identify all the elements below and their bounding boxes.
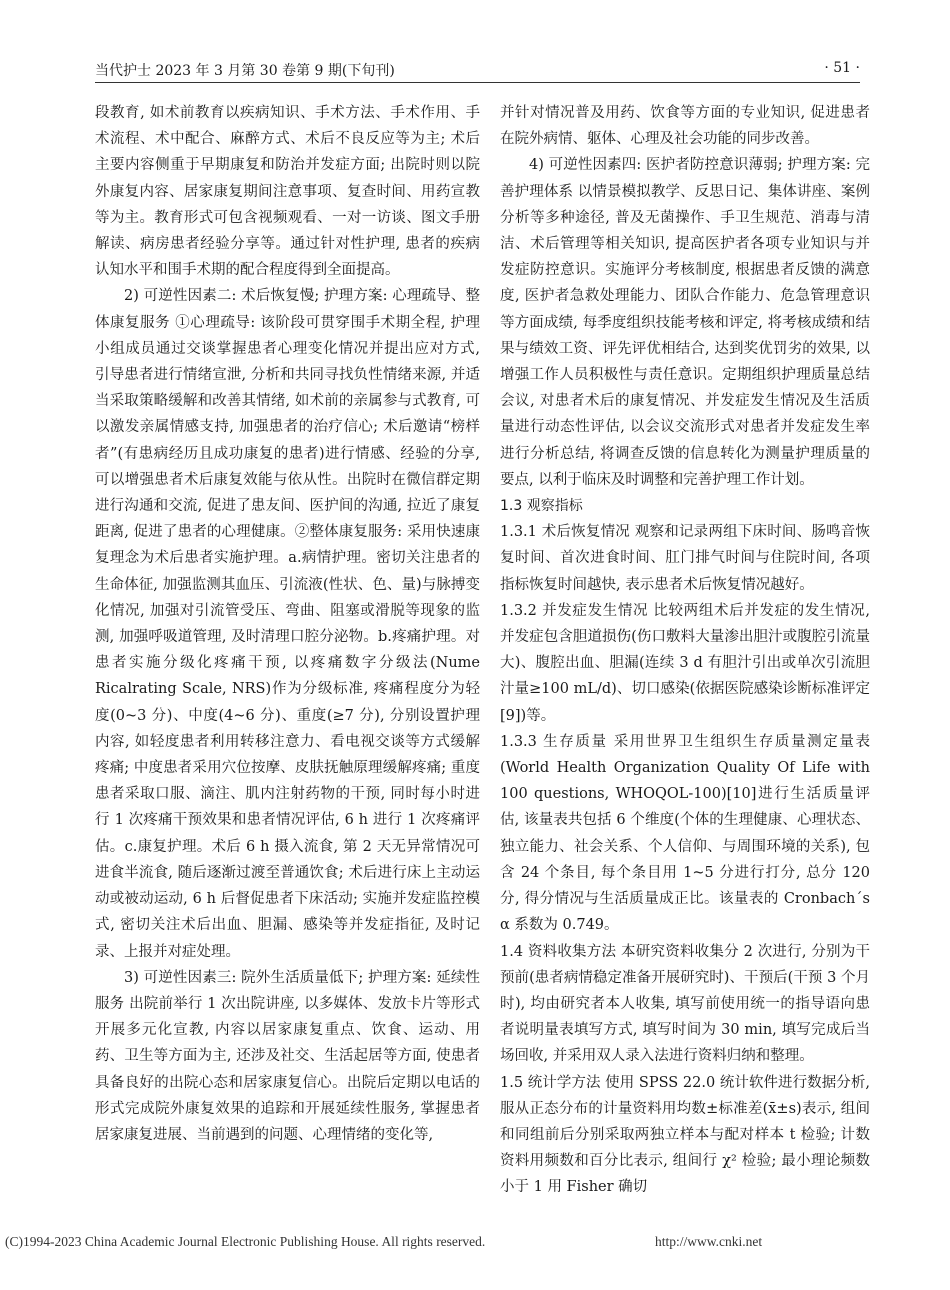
copyright-text: (C)1994-2023 China Academic Journal Electronic Publishing House. All rights reserved. — [5, 1234, 486, 1249]
paragraph: 3) 可逆性因素三: 院外生活质量低下; 护理方案: 延续性服务 出院前举行 1 次出院讲座, 以多媒体、发放卡片等形式开展多元化宣教, 内容以居家康复重点、饮食、运动、用药、卫生等方面为主, 还涉及社交、生活起居等方面, 使患者具备良好的出院心态和居家康复信心。出院后定期以电话的形式完成院外康复效果的追踪和开展延续性服务, 掌握患者居家康复进展、当前遇到的问题、心理情绪的变化等, — [95, 969, 480, 1143]
running-header — [95, 56, 860, 83]
paragraph: 1.4 资料收集方法 本研究资料收集分 2 次进行, 分别为干预前(患者病情稳定准备开展研究时)、干预后(干预 3 个月时), 均由研究者本人收集, 填写前使用统一的指导语向患者说明量表填写方式, 填写时间为 30 min, 填写完成后当场回收, 并采用双人录入法进行资料归纳和整理。 — [500, 943, 870, 1065]
right-column — [500, 100, 870, 1201]
paragraph: 2) 可逆性因素二: 术后恢复慢; 护理方案: 心理疏导、整体康复服务 ①心理疏导: 该阶段可贯穿围手术期全程, 护理小组成员通过交谈掌握患者心理变化情况并提出应对方式, 引导患者进行情绪宣泄, 分析和共同寻找负性情绪来源, 并适当采取策略缓解和改善其情绪, 如术前的亲属参与式教育, 可以激发亲属情感支持, 加强患者的治疗信心; 术后邀请“榜样者”(有患病经历且成功康复的患者)进行情感、经验的分享, 可以增强患者术后康复效能与依从性。出院时在微信群定期进行沟通和交流, 促进了患友间、医护间的沟通, 拉近了康复距离, 促进了患者的心理健康。②整体康复服务: 采用快速康复理念为术后患者实施护理。a.病情护理。密切关注患者的生命体征, 加强监测其血压、引流液(性状、色、量)与脉搏变化情况, 加强对引流管受压、弯曲、阻塞或滑脱等现象的监测, 加强呼吸道管理, 及时清理口腔分泌物。b.疼痛护理。对患者实施分级化疼痛干预, 以疼痛数字分级法(Nume Ricalrating Scale, NRS)作为分级标准, 疼痛程度分为轻度(0~3 分)、中度(4~6 分)、重度(≥7 分), 分别设置护理内容, 如轻度患者利用转移注意力、看电视交谈等方式缓解疼痛; 中度患者采用穴位按摩、皮肤抚触原理缓解疼痛; 重度患者采取口服、滴注、肌内注射药物的干预, 同时每小时进行 1 次疼痛干预效果和患者情况评估, 6 h 进行 1 次疼痛评估。c.康复护理。术后 6 h 摄入流食, 第 2 天无异常情况可进食半流食, 随后逐渐过渡至普通饮食; 术后进行床上主动运动或被动运动, 6 h 后督促患者下床活动; 实施并发症监控模式, 密切关注术后出血、胆漏、感染等并发症指征, 及时记录、上报并对症处理。 — [95, 288, 480, 960]
paragraph: 1.3.1 术后恢复情况 观察和记录两组下床时间、肠鸣音恢复时间、首次进食时间、肛门排气时间与住院时间, 各项指标恢复时间越快, 表示患者术后恢复情况越好。 — [500, 524, 870, 593]
footer-url[interactable]: http://www.cnki.net — [655, 1234, 763, 1249]
paragraph: 段教育, 如术前教育以疾病知识、手术方法、手术作用、手术流程、术中配合、麻醉方式、术后不良反应等为主; 术后主要内容侧重于早期康复和防治并发症方面; 出院时则以院外康复内容、居家康复期间注意事项、复查时间、用药宣教等为主。教育形式可包含视频观看、一对一访谈、图文手册解读、病房患者经验分享等。通过针对性护理, 患者的疾病认知水平和围手术期的配合程度得到全面提高。 — [95, 105, 480, 279]
left-column — [95, 100, 480, 1148]
section-heading: 1.3 观察指标 — [500, 498, 583, 515]
copyright-footer — [5, 1234, 945, 1250]
paragraph: 4) 可逆性因素四: 医护者防控意识薄弱; 护理方案: 完善护理体系 以情景模拟教学、反思日记、集体讲座、案例分析等多种途径, 普及无菌操作、手卫生规范、消毒与清洁、术后管理等相关知识, 提高医护者各项专业知识与并发症防控意识。实施评分考核制度, 根据患者反馈的满意度, 医护者急救处理能力、团队合作能力、危急管理意识等方面成绩, 每季度组织技能考核和评定, 将考核成绩和结果与绩效工资、评先评优相结合, 达到奖优罚劣的效果, 以增强工作人员积极性与责任意识。定期组织护理质量总结会议, 对患者术后的康复情况、并发症发生情况及生活质量进行动态性评估, 以会议交流形式对患者并发症发生率进行分析总结, 将调查反馈的信息转化为测量护理质量的要点, 以利于临床及时调整和完善护理工作计划。 — [500, 157, 870, 488]
paragraph: 1.3.2 并发症发生情况 比较两组术后并发症的发生情况, 并发症包含胆道损伤(伤口敷料大量渗出胆汁或腹腔引流量大)、腹腔出血、胆漏(连续 3 d 有胆汁引出或单次引流胆汁量≥100 mL/d)、切口感染(依据医院感染诊断标准评定[9])等。 — [500, 602, 870, 724]
paragraph: 并针对情况普及用药、饮食等方面的专业知识, 促进患者在院外病情、躯体、心理及社会功能的同步改善。 — [500, 105, 870, 148]
page-number: · 51 · — [824, 60, 860, 76]
journal-info: 当代护士 2023 年 3 月第 30 卷第 9 期(下旬刊) — [95, 63, 395, 79]
paragraph: 1.5 统计学方法 使用 SPSS 22.0 统计软件进行数据分析, 服从正态分布的计量资料用均数±标准差(x̄±s)表示, 组间和同组前后分别采取两独立样本与配对样本 t 检验; 计数资料用频数和百分比表示, 组间行 χ² 检验; 最小理论频数小于 1 用 Fisher 确切 — [500, 1074, 870, 1196]
paragraph: 1.3.3 生存质量 采用世界卫生组织生存质量测定量表(World Health Organization Quality Of Life with 100 questions, WHOQOL-100)[10]进行生活质量评估, 该量表共包括 6 个维度(个体的生理健康、心理状态、独立能力、社会关系、个人信仰、与周围环境的关系), 包含 24 个条目, 每个条目用 1~5 分进行打分, 总分 120 分, 得分情况与生活质量成正比。该量表的 Cronbach´s α 系数为 0.749。 — [500, 733, 870, 934]
